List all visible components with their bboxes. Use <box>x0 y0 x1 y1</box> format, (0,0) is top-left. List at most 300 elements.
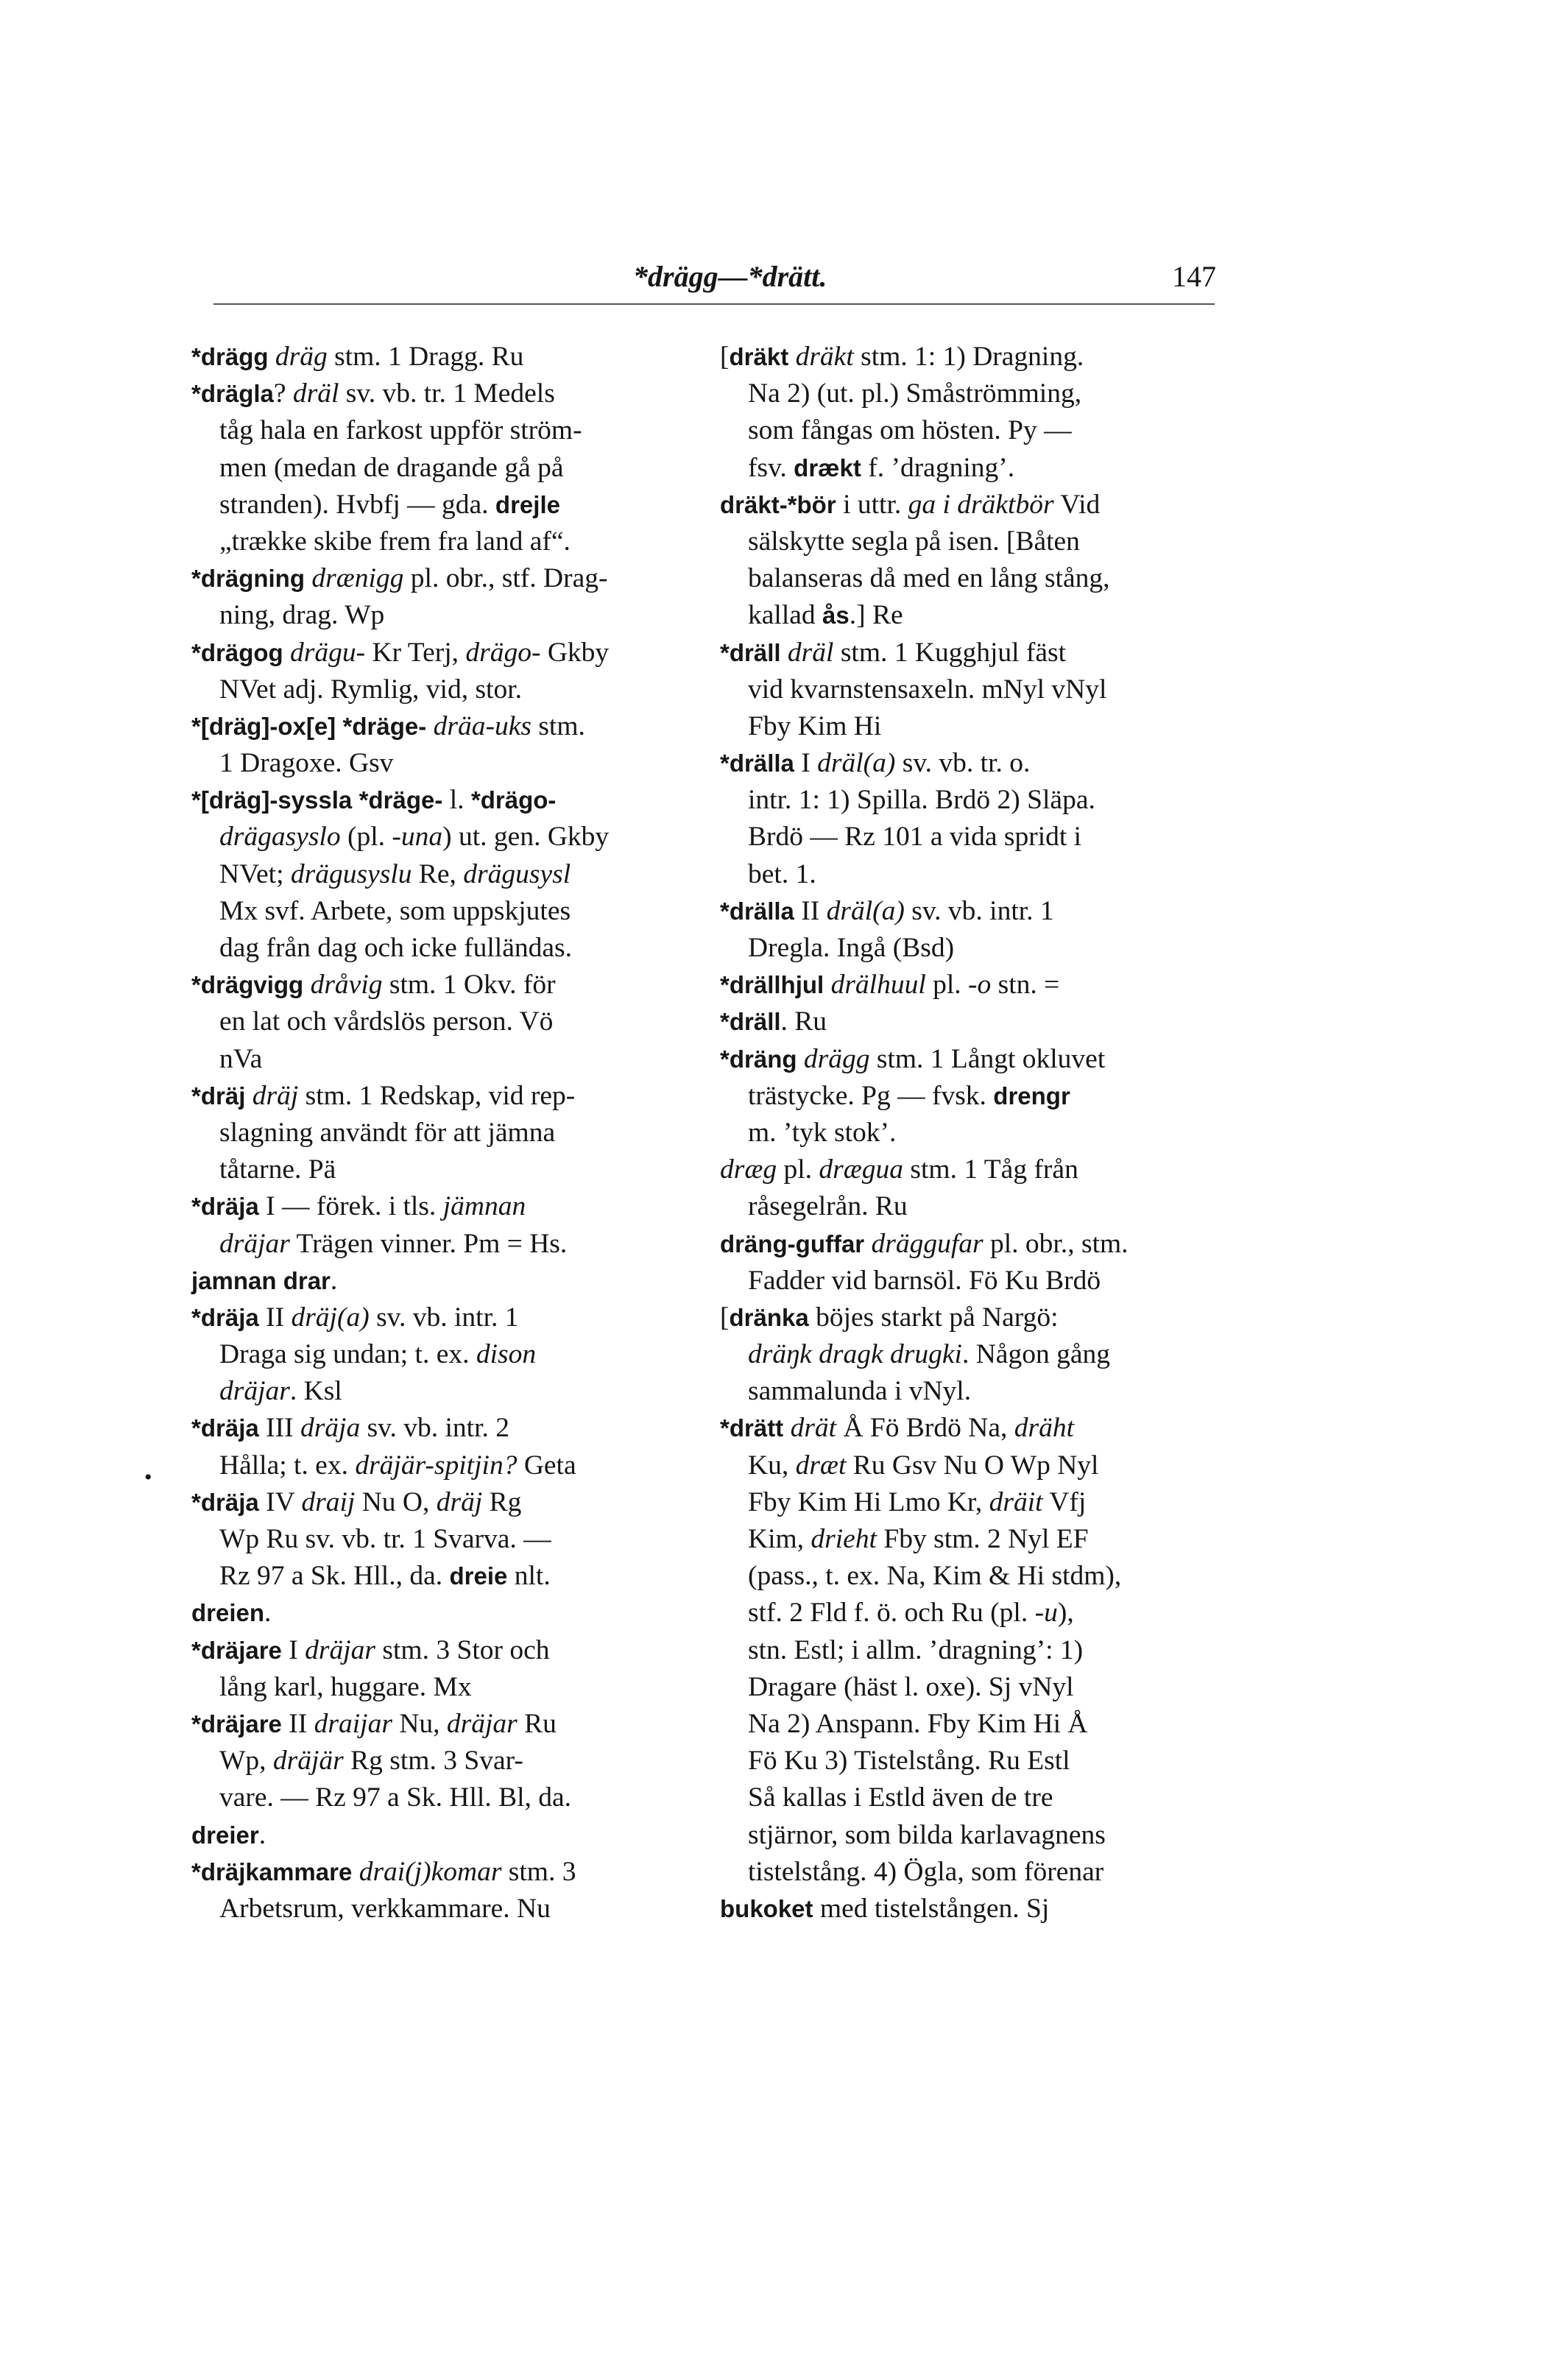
entry-text: Kr Terj, <box>365 637 466 668</box>
headword: *dräjkammare <box>191 1858 353 1885</box>
entry-text: stm. 3 <box>501 1856 576 1887</box>
headword: *drägg <box>191 343 269 370</box>
headword: *dräj <box>191 1082 246 1110</box>
text-line <box>191 782 692 819</box>
entry-text: pl. obr., stm. <box>983 1228 1129 1259</box>
dialect-form: dräl <box>787 637 834 668</box>
text-line <box>191 1706 692 1743</box>
text-line <box>720 523 1221 560</box>
dialect-form: dräht <box>1014 1413 1075 1444</box>
entry-text: pl. obr., stf. Drag- <box>403 563 608 594</box>
entry-text: vare. — Rz 97 a Sk. Hll. Bl, da. <box>219 1782 572 1813</box>
entry-text: sv. vb. tr. 1 Medels <box>339 378 555 409</box>
dialect-form: dräjar <box>446 1708 518 1739</box>
entry-text: .] Re <box>849 600 903 631</box>
entry-text: sv. vb. tr. o. <box>895 748 1031 779</box>
text-line <box>720 782 1221 819</box>
entry-text: Draga sig undan; t. ex. <box>219 1339 476 1370</box>
dialect-form: dräggufar <box>871 1228 983 1259</box>
text-line <box>720 1151 1221 1188</box>
entry-text: ), <box>1057 1598 1074 1629</box>
page-number: 147 <box>1172 260 1216 293</box>
entry-text: tistelstång. 4) Ögla, som förenar <box>748 1856 1104 1887</box>
dialect-form: dräl <box>292 378 339 409</box>
dialect-form: dräit <box>989 1486 1043 1517</box>
text-line <box>720 745 1221 782</box>
entry-text: stm. 1 Långt okluvet <box>869 1043 1106 1074</box>
entry-text <box>788 342 795 372</box>
headword: drengr <box>993 1082 1070 1110</box>
text-line <box>720 1299 1221 1336</box>
text-line <box>720 1521 1221 1558</box>
dialect-form: drälhuul <box>830 970 926 1001</box>
right-column <box>720 339 1221 1927</box>
entry-text: f. ’dragning’. <box>861 452 1015 483</box>
headword: *dräja <box>191 1303 259 1331</box>
entry-text <box>336 711 342 741</box>
text-line <box>191 1595 692 1631</box>
entry-text: sammalunda i vNyl. <box>748 1376 972 1407</box>
dialect-form: drägo- <box>465 637 541 668</box>
text-line <box>191 819 692 856</box>
text-line <box>720 1041 1221 1078</box>
text-line <box>191 1151 692 1188</box>
dialect-form: drieht <box>811 1524 877 1554</box>
entry-text: Å Fö Brdö Na, <box>836 1413 1014 1444</box>
headword: dräng-guffar <box>720 1230 865 1257</box>
entry-text: Hålla; t. ex. <box>219 1450 356 1481</box>
headword: dränka <box>729 1303 809 1331</box>
headword: *drägla <box>191 380 274 408</box>
entry-text: (pl. <box>340 822 392 853</box>
text-line <box>191 1447 692 1484</box>
dialect-form: dræt <box>795 1450 847 1481</box>
entry-text: intr. 1: 1) Spilla. Brdö 2) Släpa. <box>748 785 1095 816</box>
text-line <box>720 893 1221 930</box>
entry-text: . <box>330 1265 338 1296</box>
entry-text: . Ksl <box>289 1376 342 1407</box>
text-line <box>191 1817 692 1854</box>
text-line <box>191 1669 692 1706</box>
dialect-form: jämnan <box>442 1191 526 1222</box>
headword: *drätt <box>720 1414 784 1442</box>
text-line <box>191 930 692 967</box>
entry-text: stm. 1: 1) Dragning. <box>853 342 1084 372</box>
text-line <box>191 1854 692 1891</box>
entry-text: en lat och vårdslös person. Vö <box>219 1006 554 1037</box>
text-line <box>720 1854 1221 1891</box>
headword: *drägog <box>191 638 283 666</box>
entry-text: sälskytte segla på isen. [Båten <box>748 526 1080 557</box>
entry-text: Vfj <box>1042 1486 1087 1517</box>
entry-text: I <box>794 748 818 779</box>
entry-text: nlt. <box>507 1561 551 1592</box>
text-line <box>191 1373 692 1410</box>
entry-text: stjärnor, som bilda karlavagnens <box>748 1819 1106 1850</box>
entry-text: Brdö — Rz 101 a vida spridt i <box>748 822 1082 853</box>
entry-text: Geta <box>517 1450 576 1481</box>
headword: *drägvigg <box>191 971 304 999</box>
dialect-form: drät <box>790 1413 837 1444</box>
text-line <box>191 523 692 560</box>
text-line <box>191 1891 692 1927</box>
headword: *dräge- <box>359 786 443 814</box>
entry-text: stm. 1 Kugghjul fäst <box>833 637 1067 668</box>
entry-text: stn. = <box>991 970 1060 1001</box>
text-line <box>191 1188 692 1225</box>
header-rule <box>213 303 1215 305</box>
dialect-form: dison <box>476 1339 537 1370</box>
entry-text: pl. <box>777 1154 819 1185</box>
text-line <box>720 597 1221 634</box>
dialect-form: -u <box>1034 1598 1058 1629</box>
dialect-form: drægua <box>819 1154 904 1185</box>
headword: dreien <box>191 1599 265 1627</box>
dialect-form: dräl(a) <box>826 895 905 926</box>
entry-text: Ru Gsv Nu O Wp Nyl <box>846 1450 1099 1481</box>
entry-text: Dregla. Ingå (Bsd) <box>748 933 955 963</box>
text-line <box>191 1003 692 1040</box>
entry-text: Fö Ku 3) Tistelstång. Ru Estl <box>748 1746 1070 1777</box>
entry-text <box>352 785 359 815</box>
entry-text <box>303 970 310 1000</box>
entry-text <box>269 342 275 372</box>
headword: *[dräg]-syssla <box>191 786 353 814</box>
text-line <box>720 1706 1221 1743</box>
text-line <box>191 1115 692 1151</box>
dialect-form: dräj <box>436 1486 483 1517</box>
text-line <box>191 1558 692 1595</box>
text-line <box>720 375 1221 412</box>
dialect-form: drägusysl <box>463 858 571 889</box>
entry-text <box>305 563 311 593</box>
entry-text: stf. 2 Fld f. ö. och Ru (pl. <box>748 1598 1035 1629</box>
headword: *dräge- <box>342 712 427 740</box>
headword: drejle <box>495 490 560 518</box>
entry-text: stm. 1 Okv. för <box>382 970 556 1001</box>
entry-text: ) ut. gen. Gkby <box>442 822 610 853</box>
headword: jamnan drar <box>191 1266 331 1294</box>
text-line <box>720 1743 1221 1779</box>
entry-text: fsv. <box>748 452 794 483</box>
text-line <box>191 1336 692 1373</box>
entry-text: stm. 1 Redskap, vid rep- <box>298 1080 576 1111</box>
entry-text: sv. vb. intr. 1 <box>369 1302 519 1333</box>
entry-text: I — förek. i tls. <box>258 1191 443 1222</box>
entry-text: II <box>281 1708 314 1739</box>
text-line <box>720 708 1221 745</box>
entry-text <box>864 1229 871 1259</box>
entry-text: Wp, <box>219 1746 273 1777</box>
text-line <box>191 450 692 487</box>
text-line <box>191 1299 692 1336</box>
entry-text: nVa <box>219 1043 263 1074</box>
headword: *dräll <box>720 638 781 666</box>
headword: *drälla <box>720 749 794 777</box>
entry-text: l. <box>442 785 471 816</box>
margin-dot: • <box>144 1465 152 1489</box>
text-line <box>720 1558 1221 1595</box>
entry-text: Fby Kim Hi Lmo Kr, <box>748 1486 989 1517</box>
dialect-form: draij <box>301 1486 356 1517</box>
entry-text: Rz 97 a Sk. Hll., da. <box>219 1561 450 1592</box>
text-line <box>720 1003 1221 1040</box>
entry-text <box>245 1081 252 1111</box>
entry-text: Fby Kim Hi <box>748 710 882 741</box>
entry-text: men (medan de dragande gå på <box>219 452 564 483</box>
headword: *dräll <box>720 1008 781 1036</box>
entry-text: Rg <box>482 1486 522 1517</box>
dialect-form: dräj <box>252 1080 299 1111</box>
entry-text: III <box>258 1413 300 1444</box>
headword: *dräng <box>720 1045 797 1073</box>
text-line <box>191 708 692 745</box>
text-line <box>720 819 1221 856</box>
text-line <box>720 1078 1221 1115</box>
dialect-form: drägg <box>803 1043 870 1074</box>
headword: dreier <box>191 1821 259 1849</box>
dialect-form: dräja <box>300 1413 361 1444</box>
dialect-form: o <box>977 970 992 1001</box>
dialect-form: dräkt <box>795 342 854 372</box>
entry-text: Trägen vinner. Pm = Hs. <box>289 1228 568 1259</box>
entry-text: 1 Dragoxe. Gsv <box>219 748 394 779</box>
text-line <box>191 967 692 1003</box>
text-line <box>720 560 1221 597</box>
text-line <box>191 1263 692 1299</box>
dialect-form: dräl(a) <box>817 748 896 779</box>
running-header <box>171 259 1216 303</box>
dialect-form: drænigg <box>311 563 404 594</box>
text-line <box>191 1743 692 1779</box>
entry-text: Kim, <box>748 1524 811 1554</box>
text-line <box>720 412 1221 449</box>
entry-text: som fångas om hösten. Py — <box>748 415 1072 446</box>
entry-text: i uttr. <box>836 489 908 520</box>
entry-text: kallad <box>748 600 823 631</box>
entry-text: stm. 3 Stor och <box>375 1634 550 1665</box>
dialect-form: dræg <box>720 1154 777 1185</box>
entry-text: trästycke. Pg — fvsk. <box>748 1080 994 1111</box>
entry-text: pl. - <box>925 970 978 1001</box>
dialect-form: dråvig <box>310 970 383 1001</box>
text-line <box>720 856 1221 893</box>
entry-text: I <box>281 1634 306 1665</box>
headword: dräkt <box>729 343 789 370</box>
headword: dreie <box>449 1562 508 1590</box>
text-line <box>720 487 1221 523</box>
entry-text: med tistelstången. Sj <box>813 1893 1050 1924</box>
entry-text: tåg hala en farkost uppför ström- <box>219 415 582 446</box>
entry-text <box>781 638 788 668</box>
entry-text: Dragare (häst l. oxe). Sj vNyl <box>748 1671 1074 1702</box>
text-line <box>720 1817 1221 1854</box>
entry-text: II <box>258 1302 292 1333</box>
entry-text: NVet; <box>219 858 291 889</box>
text-line <box>720 930 1221 967</box>
dialect-form: dräa-uks <box>433 710 532 741</box>
text-line <box>191 1226 692 1263</box>
entry-text <box>797 1044 804 1074</box>
entry-text: balanseras då med en lång stång, <box>748 563 1110 594</box>
text-line <box>191 560 692 597</box>
entry-text: [ <box>720 342 730 372</box>
text-line <box>720 1447 1221 1484</box>
text-line <box>720 1484 1221 1521</box>
entry-text: „trække skibe frem fra land af“. <box>219 526 571 557</box>
text-line <box>191 1632 692 1669</box>
headword: *drällhjul <box>720 971 824 999</box>
headword: *[dräg]-ox[e] <box>191 712 336 740</box>
entry-text: Nu, <box>392 1708 447 1739</box>
text-line <box>191 375 692 412</box>
entry-text: lång karl, huggare. Mx <box>219 1671 472 1702</box>
text-line <box>720 1410 1221 1447</box>
text-line <box>191 339 692 375</box>
entry-text: Ku, <box>748 1450 796 1481</box>
entry-text: (pass., t. ex. Na, Kim & Hi stdm), <box>748 1561 1122 1592</box>
entry-text: dag från dag och icke fulländas. <box>219 933 572 963</box>
text-line <box>191 1078 692 1115</box>
text-line <box>191 1410 692 1447</box>
headword: ås <box>822 602 850 629</box>
entry-text: Så kallas i Estld även de tre <box>748 1782 1053 1813</box>
entry-text: stm. <box>531 710 585 741</box>
entry-text: [ <box>720 1302 730 1333</box>
entry-text: Mx svf. Arbete, som uppskjutes <box>219 895 571 926</box>
text-line <box>191 1484 692 1521</box>
text-line <box>720 671 1221 708</box>
text-line <box>720 450 1221 487</box>
text-line <box>720 1779 1221 1816</box>
text-line <box>191 1779 692 1816</box>
text-line <box>720 635 1221 671</box>
entry-text: Vid <box>1053 489 1101 520</box>
entry-text: Fby stm. 2 Nyl EF <box>877 1524 1089 1554</box>
dialect-form: drägusyslu <box>290 858 412 889</box>
entry-text: tåtarne. Pä <box>219 1154 336 1185</box>
dialect-form: dräjar <box>219 1228 290 1259</box>
entry-text: Arbetsrum, verkkammare. Nu <box>219 1893 551 1924</box>
dialect-form: drägu- <box>290 637 366 668</box>
headword: *dräjare <box>191 1636 282 1664</box>
entry-text: Ru <box>517 1708 557 1739</box>
entry-text: sv. vb. intr. 1 <box>904 895 1054 926</box>
text-line <box>720 1188 1221 1225</box>
entry-text: ning, drag. Wp <box>219 600 385 631</box>
entry-text: . <box>258 1819 266 1850</box>
dialect-form: dräjär-spitjin? <box>355 1450 518 1481</box>
entry-text: bet. 1. <box>748 858 816 889</box>
entry-text <box>426 711 433 741</box>
text-line <box>720 1891 1221 1927</box>
headword: *drälla <box>720 897 794 925</box>
entry-text: sv. vb. intr. 2 <box>360 1413 509 1444</box>
text-line <box>720 1336 1221 1373</box>
text-line <box>191 635 692 671</box>
dialect-form: drai(j)komar <box>359 1856 502 1887</box>
dialect-form: -una <box>392 822 443 853</box>
dialect-form: dräj(a) <box>291 1302 370 1333</box>
dialect-form: dräjar <box>305 1634 376 1665</box>
text-line <box>191 893 692 930</box>
dialect-form: dräjär <box>272 1746 344 1777</box>
text-line <box>720 1669 1221 1706</box>
entry-text: . <box>264 1598 272 1629</box>
text-line <box>191 1041 692 1078</box>
text-line <box>720 339 1221 375</box>
text-line <box>191 856 692 893</box>
headword: dräkt-*bör <box>720 490 836 518</box>
entry-text: Rg stm. 3 Svar- <box>343 1746 523 1777</box>
entry-text: stm. 1 Dragg. Ru <box>327 342 524 372</box>
entry-text: II <box>794 895 827 926</box>
entry-text: Na 2) Anspann. Fby Kim Hi Å <box>748 1708 1088 1739</box>
entry-text: . Någon gång <box>961 1339 1110 1370</box>
text-line <box>191 412 692 449</box>
dialect-form: draijar <box>314 1708 392 1739</box>
text-line <box>720 1373 1221 1410</box>
entry-text: m. ’tyk stok’. <box>748 1117 897 1148</box>
dialect-form: dräg <box>275 342 328 372</box>
headword: *dräja <box>191 1488 259 1516</box>
entry-text <box>352 1857 359 1887</box>
text-line <box>191 745 692 782</box>
text-line <box>191 1521 692 1558</box>
entry-text: Gkby <box>540 637 610 668</box>
dialect-form: ga i dräktbör <box>908 489 1054 520</box>
entry-text: . Ru <box>780 1006 827 1037</box>
dialect-form: drägasyslo <box>219 822 341 853</box>
entry-text: Fadder vid barnsöl. Fö Ku Brdö <box>748 1265 1101 1296</box>
text-line <box>191 487 692 523</box>
headword: *drägning <box>191 565 305 593</box>
entry-text: stm. 1 Tåg från <box>903 1154 1078 1185</box>
dialect-form: dräŋk dragk drugki <box>748 1339 962 1370</box>
text-line <box>191 597 692 634</box>
headword: *dräja <box>191 1414 259 1442</box>
text-line <box>720 1263 1221 1299</box>
entry-text: ? <box>273 378 293 409</box>
entry-text <box>783 1413 790 1443</box>
entry-text: böjes starkt på Nargö: <box>808 1302 1059 1333</box>
headword: drækt <box>794 454 861 481</box>
entry-text: stn. Estl; i allm. ’dragning’: 1) <box>748 1634 1084 1665</box>
headword: *dräjare <box>191 1710 282 1738</box>
headword: bukoket <box>720 1894 813 1922</box>
entry-text: Nu O, <box>355 1486 437 1517</box>
text-line <box>720 1226 1221 1263</box>
entry-text: IV <box>258 1486 302 1517</box>
text-line <box>720 1632 1221 1669</box>
dialect-form: dräjar <box>219 1376 290 1407</box>
entry-text: Na 2) (ut. pl.) Småströmming, <box>748 378 1082 409</box>
running-title: *drägg—*drätt. <box>633 260 827 293</box>
text-line <box>191 671 692 708</box>
entry-text: vid kvarnstensaxeln. mNyl vNyl <box>748 674 1107 705</box>
entry-text: NVet adj. Rymlig, vid, stor. <box>219 674 522 705</box>
entry-text: råsegelrån. Ru <box>748 1191 908 1222</box>
entry-text <box>283 638 290 668</box>
headword: *drägo- <box>470 786 557 814</box>
entry-text: Re, <box>412 858 464 889</box>
text-line <box>720 967 1221 1003</box>
left-column <box>191 339 692 1927</box>
entry-text: slagning användt för att jämna <box>219 1117 556 1148</box>
text-line <box>720 1115 1221 1151</box>
entry-text <box>824 970 830 1000</box>
text-line <box>720 1595 1221 1631</box>
